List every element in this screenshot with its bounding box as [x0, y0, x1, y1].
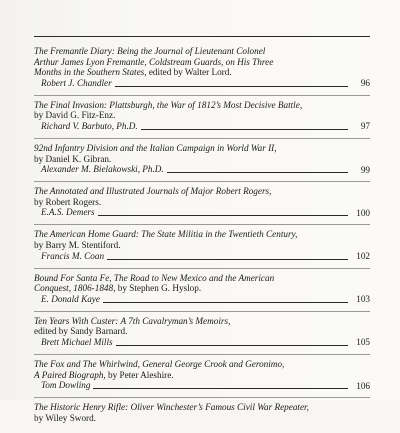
reviewer-line — [34, 251, 370, 262]
book-title-tail: Conquest, 1806-1848, — [34, 283, 116, 294]
review-entry — [34, 229, 370, 268]
review-entry — [34, 359, 370, 398]
book-title-line: The American Home Guard: The State Militia in the Twentieth Century, — [34, 229, 298, 240]
author-line — [34, 197, 370, 208]
author-line — [34, 326, 370, 337]
book-title-tail: A Paired Biograph, — [34, 369, 106, 380]
reviewer-name: Robert J. Chandler — [41, 78, 115, 88]
review-entry — [34, 186, 370, 225]
book-author: by Barry M. Stentiford. — [34, 239, 121, 250]
reviewer-line — [34, 380, 370, 391]
review-list — [34, 46, 370, 433]
book-author: by Wiley Sword. — [34, 412, 96, 423]
reviewer-name: E. Donald Kaye — [41, 294, 103, 304]
author-line — [34, 67, 370, 78]
page-number: 99 — [358, 165, 370, 176]
review-entry — [34, 46, 370, 96]
reviewer-line — [34, 207, 370, 218]
reviewer-name: Brett Michael Mills — [41, 337, 116, 347]
book-title-line: The Final Invasion: Plattsburgh, the War of 1812’s Most Decisive Battle, — [34, 99, 303, 110]
reviewer-line — [34, 294, 370, 305]
author-line — [34, 154, 370, 165]
reviewer-line — [34, 337, 370, 348]
book-author: edited by Walter Lord. — [146, 67, 232, 78]
review-entry — [34, 273, 370, 312]
book-title-line: The Fox and The Whirlwind, General George Crook and Geronimo, — [34, 358, 285, 369]
book-author: by Peter Aleshire. — [105, 369, 174, 380]
page-number: 103 — [353, 294, 370, 305]
author-line — [34, 413, 370, 424]
page-number: 106 — [353, 381, 370, 392]
page-number: 102 — [353, 251, 370, 262]
reviewer-line — [34, 164, 370, 175]
book-author: edited by Sandy Barnard. — [34, 326, 128, 337]
book-author: by David G. Fitz-Enz. — [34, 110, 116, 121]
page-number: 100 — [353, 208, 370, 219]
review-entry — [34, 402, 370, 429]
book-title-line: Arthur James Lyon Fremantle, Coldstream Guards, on His Three — [34, 56, 274, 67]
page-number: 105 — [353, 337, 370, 348]
reviewer-name: Francis M. Coan — [41, 251, 107, 261]
reviewer-name: Alexander M. Bielakowski, Ph.D. — [41, 164, 167, 174]
reviewer-line — [34, 121, 370, 132]
book-title-line: Ten Years With Custer: A 7th Cavalryman’s Memoirs, — [34, 315, 231, 326]
page-number: 96 — [358, 78, 370, 89]
reviewer-name: E.A.S. Demers — [41, 207, 98, 217]
book-title-line: 92nd Infantry Division and the Italian Campaign in World War II, — [34, 142, 277, 153]
book-author: by Robert Rogers. — [34, 196, 102, 207]
author-line — [34, 370, 370, 381]
book-title-line: Bound For Santa Fe, The Road to New Mexico and the American — [34, 272, 275, 283]
author-line — [34, 283, 370, 294]
book-title-line: The Fremantle Diary: Being the Journal of Lieutenant Colonel — [34, 46, 266, 56]
book-title-tail: Months in the Southern States, — [34, 67, 147, 78]
page-number: 97 — [358, 121, 370, 132]
book-title-line: The Annotated and Illustrated Journals of Major Robert Rogers, — [34, 186, 272, 197]
top-rule — [34, 36, 370, 37]
author-line — [34, 110, 370, 121]
review-entry — [34, 143, 370, 182]
book-author: by Stephen G. Hyslop. — [115, 283, 202, 294]
reviewer-name: Tom Dowling — [41, 380, 93, 390]
author-line — [34, 240, 370, 251]
book-title-line: The Historic Henry Rifle: Oliver Winchester’s Famous Civil War Repeater, — [34, 402, 309, 413]
review-entry — [34, 316, 370, 355]
review-entry — [34, 100, 370, 139]
reviewer-line — [34, 78, 370, 89]
book-author: by Daniel K. Gibran. — [34, 153, 112, 164]
reviewer-name: Richard V. Barbuto, Ph.D. — [41, 121, 141, 131]
